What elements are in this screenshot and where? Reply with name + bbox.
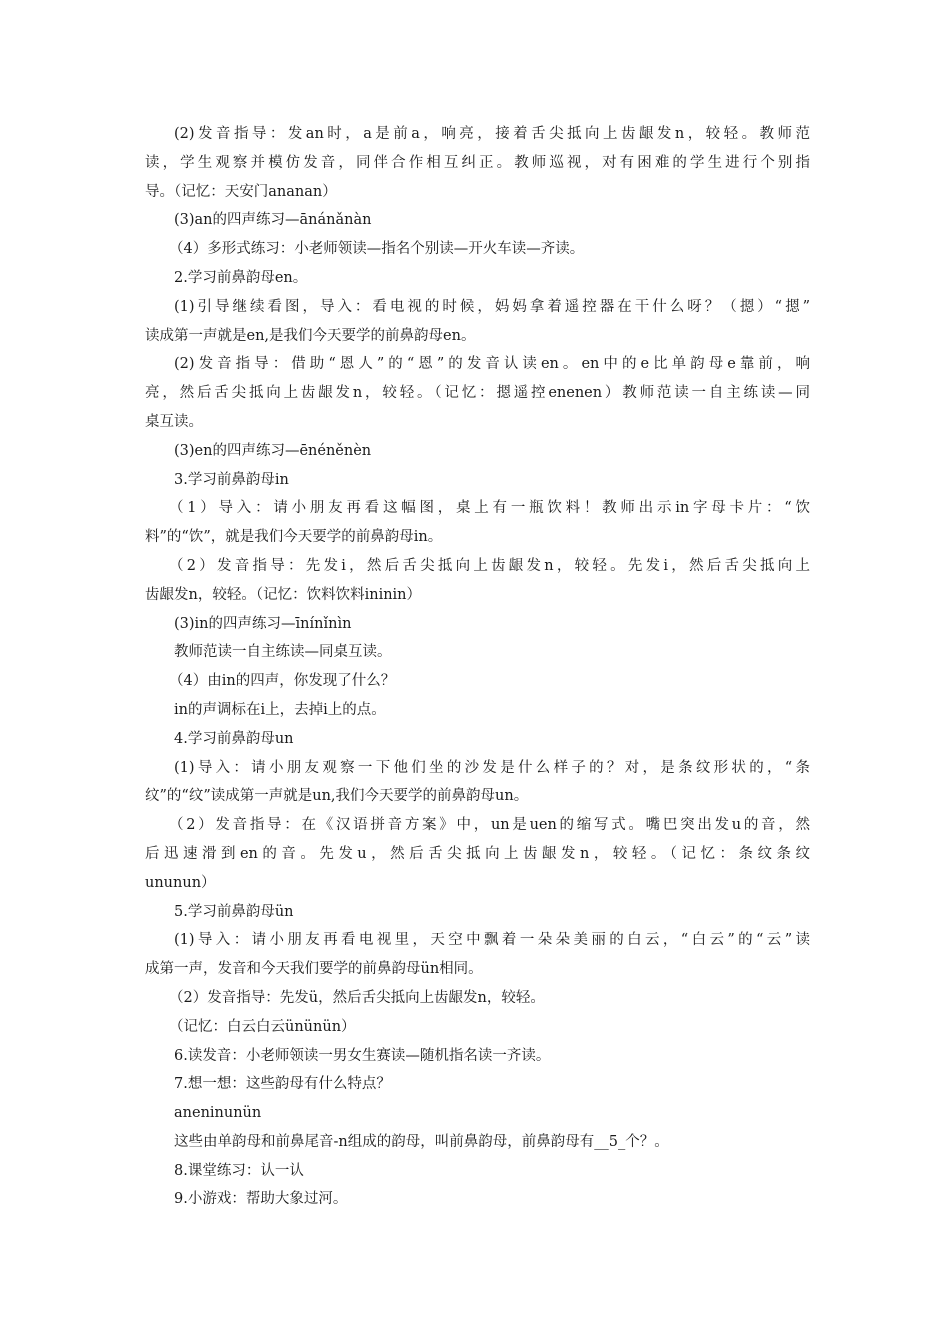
paragraph-line: 6.读发音：小老师领读一男女生赛读—随机指名读一齐读。 <box>174 1047 551 1064</box>
paragraph-line: 8.课堂练习：认一认 <box>174 1162 304 1179</box>
paragraph-line: 成第一声，发音和今天我们要学的前鼻韵母ün相同。 <box>145 961 483 978</box>
paragraph-line: 桌互读。 <box>145 413 203 430</box>
paragraph-line: in的声调标在i上，去掉i上的点。 <box>174 701 386 718</box>
paragraph-line: (3)in的四声练习—īnínǐnìn <box>174 615 352 632</box>
section-heading: 4.学习前鼻韵母un <box>174 730 294 747</box>
paragraph-line: （4）多形式练习：小老师领读—指名个别读—开火车读—齐读。 <box>169 241 585 258</box>
paragraph-line: ununun） <box>145 874 216 891</box>
paragraph-line: 教师范读一自主练读—同桌互读。 <box>174 644 392 661</box>
paragraph-line: 导。（记忆：天安门ananan） <box>145 183 337 200</box>
paragraph-line: 读，学生观察并模仿发音，同伴合作相互纠正。教师巡视，对有困难的学生进行个别指 <box>145 154 810 171</box>
paragraph-line: (3)en的四声练习—ēnéněnèn <box>174 442 372 459</box>
paragraph-line: 纹”的“纹”读成第一声就是un,我们今天要学的前鼻韵母un。 <box>145 788 529 805</box>
paragraph-line: 齿龈发n，较轻。（记忆：饮料饮料ininin） <box>145 586 422 603</box>
paragraph-line: (1)导入：请小朋友再看电视里，天空中飘着一朵朵美丽的白云，“白云”的“云”读 <box>174 932 810 949</box>
paragraph-line: (1)引导继续看图，导入：看电视的时候，妈妈拿着遥控器在干什么呀？（摁）“摁” <box>174 298 810 315</box>
paragraph-line: （2）发音指导：先发ü，然后舌尖抵向上齿龈发n，较轻。 <box>169 989 545 1006</box>
paragraph-line: 这些由单韵母和前鼻尾音-n组成的韵母，叫前鼻韵母，前鼻韵母有__5_个？。 <box>174 1133 669 1150</box>
section-heading: 2.学习前鼻韵母en。 <box>174 269 308 286</box>
paragraph-line: (2)发音指导：借助“恩人”的“恩”的发音认读en。en中的e比单韵母e靠前，响 <box>174 356 810 373</box>
paragraph-line: (3)an的四声练习—ānánǎnàn <box>174 212 372 229</box>
paragraph-line: 料”的“饮”，就是我们今天要学的前鼻韵母in。 <box>145 529 443 546</box>
paragraph-line: （1）导入：请小朋友再看这幅图，桌上有一瓶饮料！教师出示in字母卡片：“饮 <box>169 500 810 517</box>
section-heading: 5.学习前鼻韵母ün <box>174 903 294 920</box>
paragraph-line: 7.想一想：这些韵母有什么特点？ <box>174 1076 391 1093</box>
paragraph-line: （4）由in的四声，你发现了什么？ <box>169 673 396 690</box>
paragraph-line: 后迅速滑到en的音。先发u，然后舌尖抵向上齿龈发n，较轻。（记忆：条纹条纹 <box>145 845 810 862</box>
paragraph-line: (1)导入：请小朋友观察一下他们坐的沙发是什么样子的？对，是条纹形状的，“条 <box>174 759 810 776</box>
paragraph-line: （2）发音指导：先发i，然后舌尖抵向上齿龈发n，较轻。先发i，然后舌尖抵向上 <box>169 557 810 574</box>
document-body <box>145 120 810 1214</box>
paragraph-line: （2）发音指导：在《汉语拼音方案》中，un是uen的缩写式。嘴巴突出发u的音，然 <box>169 817 810 834</box>
paragraph-line: 亮，然后舌尖抵向上齿龈发n，较轻。（记忆：摁遥控enenen）教师范读一自主练读—同 <box>145 385 810 402</box>
section-heading: 3.学习前鼻韵母in <box>174 471 289 488</box>
paragraph-line: (2)发音指导：发an时，a是前a，响亮，接着舌尖抵向上齿龈发n，较轻。教师范 <box>174 126 810 142</box>
paragraph-line: 9.小游戏：帮助大象过河。 <box>174 1191 348 1208</box>
paragraph-line: aneninunün <box>174 1105 262 1122</box>
paragraph-line: 读成第一声就是en,是我们今天要学的前鼻韵母en。 <box>145 327 476 344</box>
paragraph-line: （记忆：白云白云ününün） <box>169 1018 356 1035</box>
